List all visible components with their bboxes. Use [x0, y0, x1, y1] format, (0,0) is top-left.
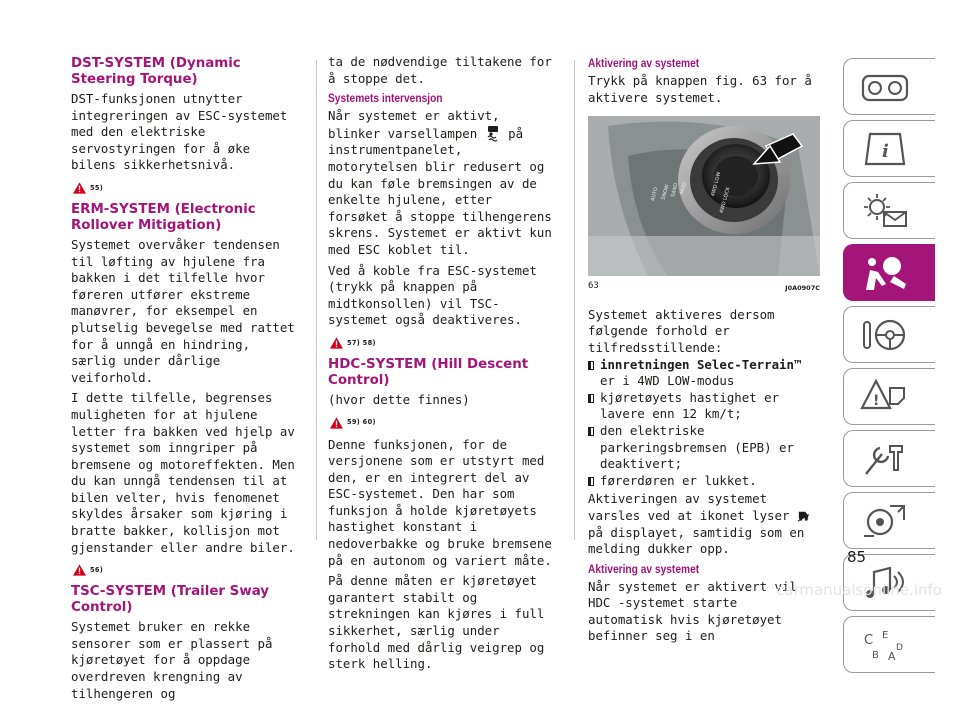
trailer-sway-warning-icon: [485, 125, 501, 141]
svg-text:C: C: [864, 633, 874, 648]
hdc-text-2: På denne måten er kjøretøyet garantert stabilt og strekningen kan kjøres i full sikkerhet, særlig under forhold med dårlig veigrep og sterk helling.: [328, 573, 545, 672]
condition-bold: innretningen Selec-Terrain™: [600, 356, 802, 372]
mode-label: 4WD LOCK: [718, 186, 732, 215]
aktivering-heading-2: Aktivering av systemet: [588, 562, 700, 576]
figure-caption: [588, 278, 820, 297]
safety-airbag-icon: [860, 254, 910, 292]
warning-triangle-icon: [330, 337, 343, 349]
bullet-icon: [588, 427, 594, 436]
dst-heading: DST-SYSTEM (Dynamic Steering Torque): [71, 56, 241, 87]
index-icon: [860, 626, 910, 664]
mode-label: SNOW: [660, 184, 671, 201]
tab-start-drive[interactable]: [843, 306, 935, 363]
warning-ref-label: 59) 60): [347, 418, 376, 427]
condition-text: er i 4WD LOW-modus: [600, 373, 735, 389]
figure-code: J0A0907C: [785, 284, 820, 293]
warning-triangle-icon: [73, 564, 86, 576]
signal-text-b: på displayet, samtidig som en melding dukker opp.: [588, 524, 805, 557]
conditions-intro: Systemet aktiveres dersom følgende forhold er tilfredsstillende:: [588, 306, 775, 355]
tab-info[interactable]: [843, 120, 935, 177]
column-right: [588, 54, 820, 649]
mode-label: AUTO: [650, 186, 660, 202]
svg-text:A: A: [888, 650, 896, 663]
warning-ref-label: 57) 58): [347, 338, 376, 347]
erm-text-2: I dette tilfelle, begrenses muligheten for at hjulene letter fra bakken ved hjelp av systemet som inngriper på bremsene og motoreffekten. Men du kan unngå tendensen til at bilen velter, hvis fenomenet skyldes årsaker som kjøring i bratte bakker, kollisjon mot gjenstander eller andre biler.: [71, 390, 295, 555]
tab-emergency[interactable]: [843, 368, 935, 425]
maintenance-icon: [860, 440, 910, 478]
aktivering-text: Trykk på knappen fig. 63 for å aktivere systemet.: [588, 73, 812, 105]
dst-text: DST-funksjonen utnytter integreringen av ESC-systemet med den elektriske servostyringen for å øke bilens sikkerhetsnivå.: [71, 91, 288, 173]
hdc-text-1: Denne funksjonen, for de versjonene som er utstyrt med den, er en integrert del av ESC-systemet. Den har som funksjon å holde kjøretøyets hastighet konstant i nedoverbakke og bruke bremsene på en autonom og variert måte.: [328, 436, 552, 568]
figure-number: 63: [588, 281, 599, 292]
signal-text: [588, 491, 816, 557]
condition-text: kjøretøyets hastighet er lavere enn 12 km/t;: [600, 389, 780, 422]
list-item: [588, 390, 816, 423]
svg-text:!: !: [873, 393, 880, 409]
warning-ref-label: 55): [90, 183, 104, 192]
hdc-heading: HDC-SYSTEM (Hill Descent Control): [328, 356, 529, 388]
warning-ref-55: [73, 178, 299, 198]
condition-text: den elektriske parkeringsbremsen (EPB) er deaktivert;: [600, 422, 794, 472]
intervensjon-text: [328, 108, 554, 258]
column-divider: [574, 60, 575, 540]
info-icon: [860, 130, 910, 168]
tab-lights[interactable]: [843, 182, 935, 239]
figure-63-terrain-knob: [588, 116, 820, 276]
list-item: [588, 423, 816, 473]
start-drive-icon: [860, 316, 910, 354]
svg-text:E: E: [882, 630, 889, 641]
svg-text:D: D: [896, 643, 903, 653]
warning-ref-59-60: [330, 413, 554, 433]
bullet-icon: [588, 394, 594, 403]
warning-triangle-icon: [73, 182, 86, 194]
intervensjon-text-2: Ved å koble fra ESC-systemet (trykk på knappen på midtkonsollen) vil TSC-systemet også deaktiveres.: [328, 262, 537, 328]
dashboard-icon: [860, 68, 910, 106]
tab-technical-data[interactable]: [843, 492, 935, 549]
hdc-indicator-icon: [797, 509, 810, 522]
watermark-footer: carmanualsonline.info: [776, 581, 942, 599]
hdc-subtitle: (hvor dette finnes): [328, 391, 470, 407]
list-item: [588, 357, 816, 390]
tsc-text: Systemet bruker en rekke sensorer som er plassert på kjøretøyet for å oppdage overdreven krengning av tilhengeren og: [71, 619, 273, 701]
column-divider: [316, 60, 317, 540]
signal-text-a: Aktiveringen av systemet varsles ved at ikonet lyser: [588, 491, 790, 523]
emergency-icon: [860, 378, 910, 416]
warning-triangle-icon: [330, 417, 343, 429]
tab-index[interactable]: [843, 616, 935, 673]
tab-maintenance[interactable]: [843, 430, 935, 487]
intervensjon-text-a: Når systemet er aktivt, blinker varsellampen: [328, 108, 500, 141]
mode-label: MUD: [679, 181, 689, 195]
warning-ref-57-58: [330, 333, 554, 353]
aktivering-heading: Aktivering av systemet: [588, 57, 700, 70]
warning-ref-label: 56): [90, 565, 104, 574]
intervensjon-heading: Systemets intervensjon: [328, 92, 443, 106]
bullet-icon: [588, 361, 594, 370]
tab-dashboard[interactable]: [843, 58, 935, 115]
tsc-continued-text: ta de nødvendige tiltakene for å stoppe det.: [328, 54, 552, 86]
aktivering-text-2: Når systemet er aktivert vil HDC -systemet starte automatisk hvis kjøretøyet befinner seg i en: [588, 578, 797, 644]
condition-text: førerdøren er lukket.: [600, 472, 757, 488]
lights-warning-icon: [860, 192, 910, 230]
erm-text-1: Systemet overvåker tendensen til løfting av hjulene fra bakken i det tilfelle hvor føreren utfører ekstreme manøvrer, for eksempel en plutselig bevegelse med rattet for å unngå en hindring, særlig under dårlige veiforhold.: [71, 236, 295, 385]
list-item: [588, 473, 816, 490]
mode-label: SAND: [670, 182, 680, 199]
erm-heading: ERM-SYSTEM (Electronic Rollover Mitigation): [71, 201, 256, 233]
tab-safety[interactable]: [843, 244, 935, 301]
terrain-selector-illustration: [588, 116, 820, 276]
bullet-icon: [588, 477, 594, 486]
intervensjon-text-b: på instrumentpanelet, motorytelsen blir redusert og du kan føle bremsingen av de enkelte hjulene, etter forsøket å stoppe tilhengerens skrens. Systemet er aktivt kun med ESC koblet til.: [328, 125, 552, 257]
column-left: [71, 54, 299, 706]
svg-text:B: B: [872, 650, 879, 661]
page-number: 85: [847, 548, 867, 566]
mode-label: 4WD LOW: [710, 171, 723, 198]
svg-text:i: i: [882, 141, 889, 162]
technical-data-icon: [860, 502, 910, 540]
tsc-heading: TSC-SYSTEM (Trailer Sway Control): [71, 584, 270, 616]
